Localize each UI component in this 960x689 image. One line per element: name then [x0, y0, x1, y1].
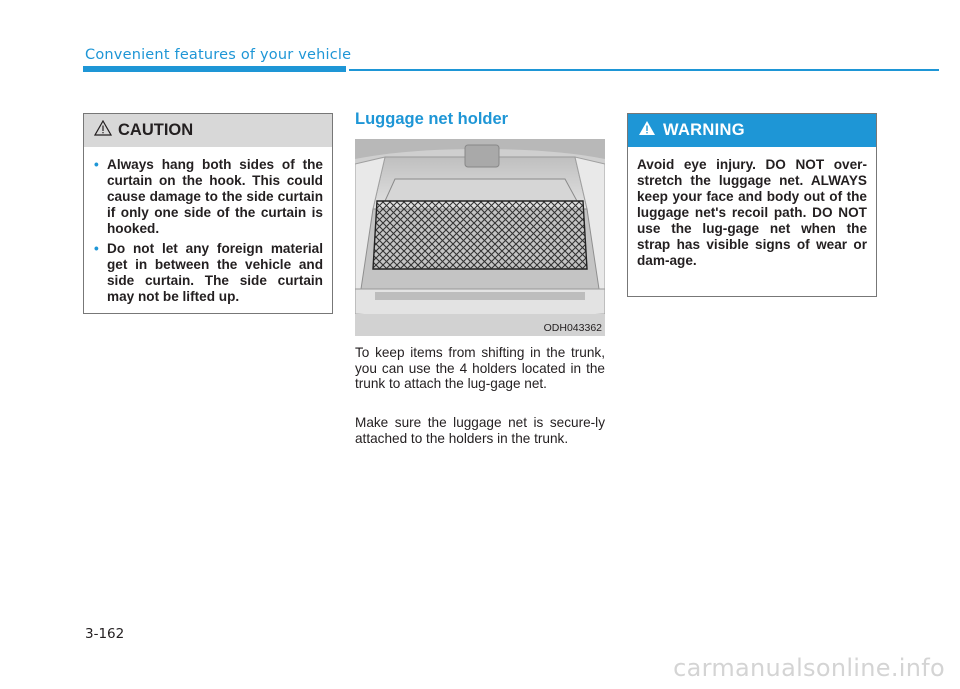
bullet-dot-icon: •	[94, 241, 99, 256]
section-header-title: Convenient features of your vehicle	[85, 47, 352, 63]
bullet-dot-icon: •	[94, 157, 99, 172]
warning-title: WARNING	[663, 121, 745, 139]
body-paragraph: Make sure the luggage net is secure-ly attached to the holders in the trunk.	[355, 415, 605, 446]
warning-box	[627, 113, 877, 297]
warning-triangle-icon	[638, 120, 656, 141]
caution-bullet: • Do not let any foreign material get in between the vehicle and side curtain. The side curtain may not be lifted up.	[94, 241, 323, 304]
page-number: 3-162	[85, 626, 125, 642]
section-heading: Luggage net holder	[355, 110, 509, 128]
warning-text: Avoid eye injury. DO NOT over-stretch the luggage net. ALWAYS keep your face and body out of the luggage net's recoil path. DO NOT use the lug-gage net when the strap has visible signs of wear or dam-age.	[637, 157, 867, 268]
caution-header	[84, 114, 332, 147]
caution-bullet: • Always hang both sides of the curtain on the hook. This could cause damage to the side curtain if only one side of the curtain is hooked.	[94, 157, 323, 236]
caution-title: CAUTION	[118, 121, 194, 139]
luggage-net-figure	[355, 139, 605, 336]
body-paragraph: To keep items from shifting in the trunk, you can use the 4 holders located in the trunk to attach the lug-gage net.	[355, 345, 605, 392]
caution-box	[83, 113, 333, 314]
warning-triangle-icon	[94, 120, 112, 141]
watermark: carmanualsonline.info	[673, 654, 945, 682]
trunk-illustration	[355, 139, 605, 336]
header-accent-bar	[83, 66, 346, 72]
figure-code: ODH043362	[543, 322, 602, 334]
warning-header	[628, 114, 876, 147]
header-rule	[349, 69, 939, 71]
